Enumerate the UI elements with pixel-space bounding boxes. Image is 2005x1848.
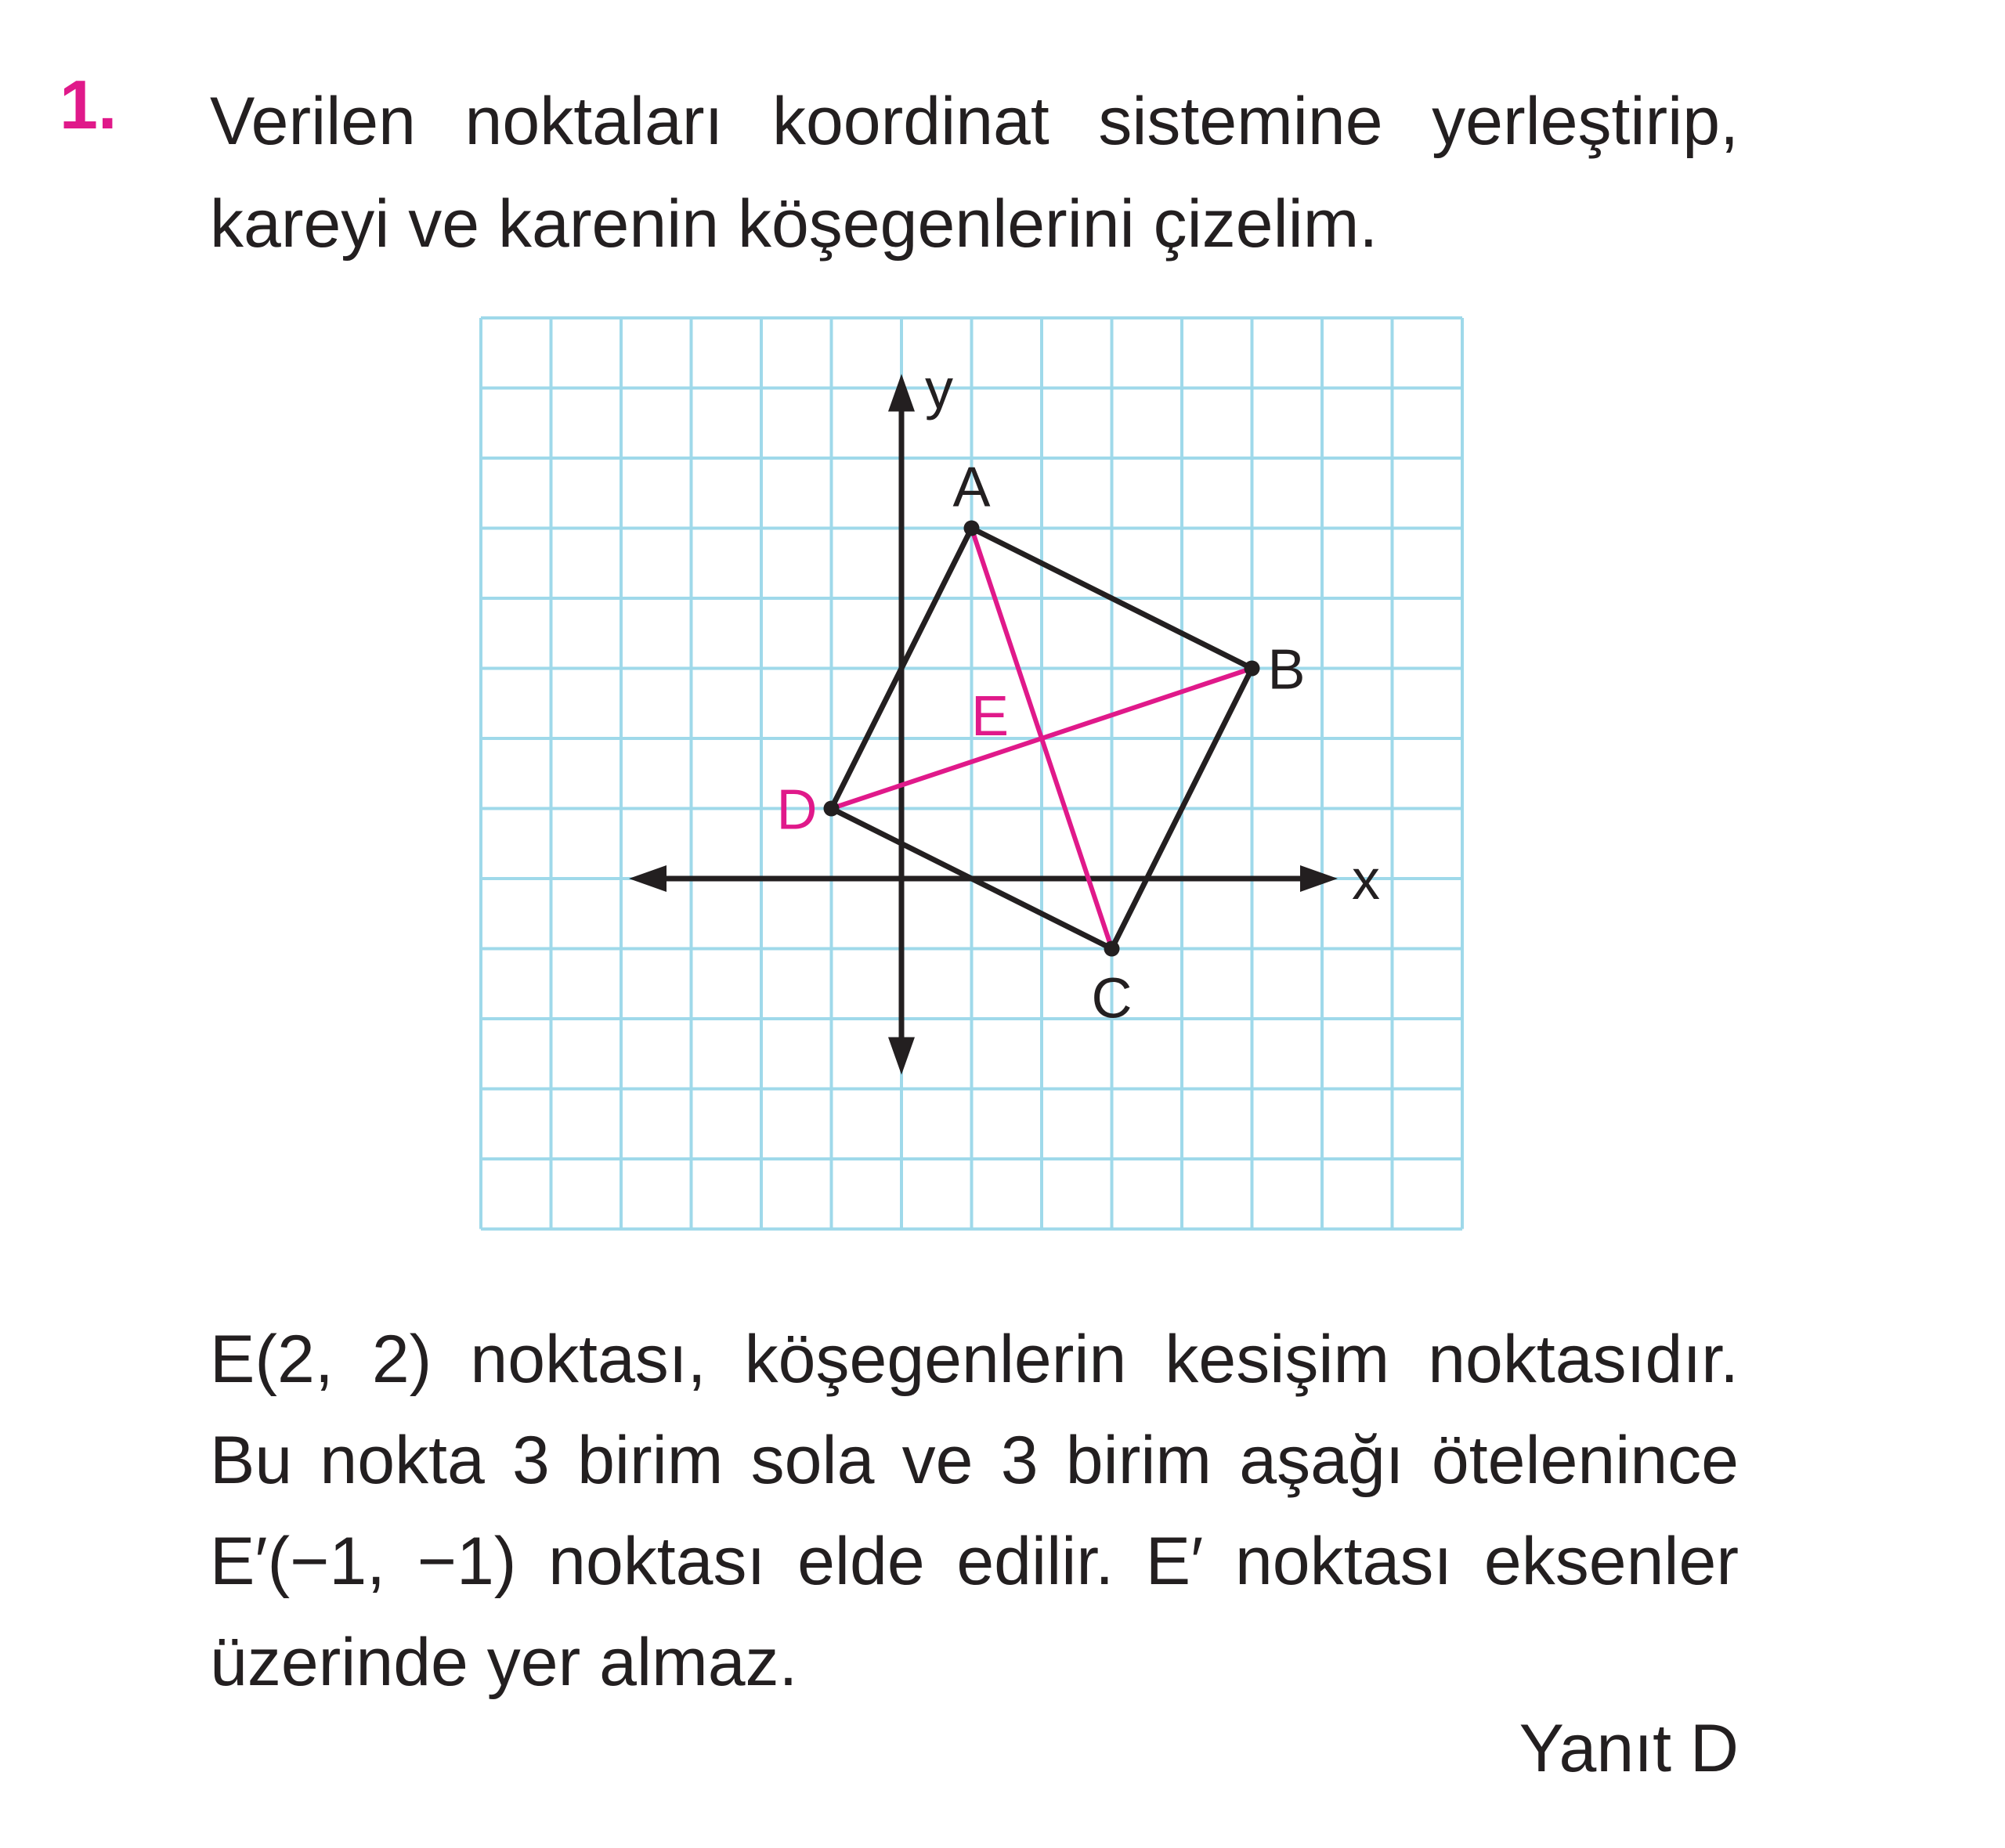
question-number: 1. [60,66,117,143]
answer-text [210,1309,1739,1713]
question-line-1: Verilen noktaları koordinat sistemine yerleştirip, [210,84,1739,159]
y-axis-arrow-top [888,374,915,412]
point-b-label: B [1267,638,1306,702]
grid-paper [481,318,1462,1229]
answer-line-2: Bu nokta 3 birim sola ve 3 birim aşağı ötelenince [210,1423,1739,1498]
x-axis-arrow-right [1300,865,1338,892]
point-d-dot [824,801,840,817]
answer-line-3: E′(−1, −1) noktası elde edilir. E′ noktası eksenler [210,1524,1739,1599]
point-e-label: E [971,685,1010,748]
answer-line-4: üzerinde yer almaz. [210,1625,798,1700]
point-b-dot [1245,661,1260,677]
point-a-dot [964,521,980,536]
question-line-2: kareyi ve karenin köşegenlerini çizelim. [210,186,1378,262]
point-c-dot [1104,941,1120,957]
y-axis-label: y [925,358,953,421]
answer-result: Yanıt D [1519,1711,1739,1786]
point-d-label: D [776,778,818,842]
x-axis-arrow-left [629,865,667,892]
point-c-label: C [1091,967,1133,1030]
y-axis-arrow-bottom [888,1038,915,1075]
answer-line-1: E(2, 2) noktası, köşegenlerin kesişim noktasıdır. [210,1322,1739,1397]
x-axis-label: x [1352,849,1380,911]
point-a-label: A [952,456,991,519]
